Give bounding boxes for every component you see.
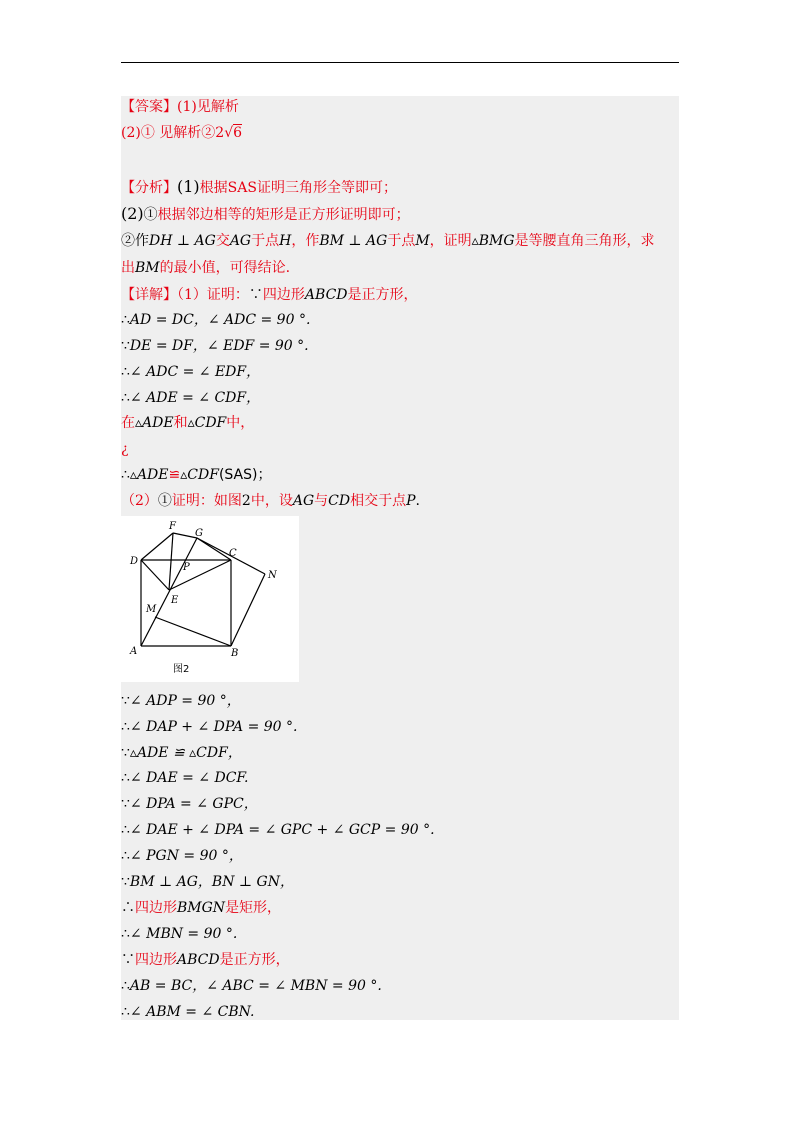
analysis-l3-ag1: AG <box>194 233 216 249</box>
therefore-symbol: ∴ <box>121 467 130 483</box>
detail-tag: 【详解】 <box>121 287 177 303</box>
analysis-l3-tri: ▵ <box>471 233 479 249</box>
proof-text: ∠ DAE + ∠ DPA = ∠ GPC + ∠ GCP = 90 °. <box>129 822 435 838</box>
detail-r5-tri2: ▵CDF <box>187 415 227 431</box>
proof-text-red: 四边形 <box>135 900 177 916</box>
detail-abcd: ABCD <box>304 287 348 303</box>
proof-line <box>121 924 679 944</box>
analysis-l3-perp1: ⊥ <box>172 233 195 249</box>
geometry-figure <box>121 516 299 682</box>
detail-r6: ¿ <box>121 441 129 457</box>
answer-part2-radicand: 6 <box>233 125 243 141</box>
therefore-symbol: ∴ <box>121 312 130 328</box>
proof-text: ∠ DAP + ∠ DPA = 90 °. <box>129 719 298 735</box>
analysis-l3-h: H <box>279 233 292 249</box>
proof-line <box>121 717 679 737</box>
label-b: B <box>231 648 239 659</box>
proof-text: BMGN <box>177 900 226 916</box>
detail-p2-b: 证明：如图 <box>171 493 242 509</box>
detail-line-8 <box>121 465 679 485</box>
proof-text: ABCD <box>177 952 220 968</box>
proof-text: ∠ ABM = ∠ CBN. <box>129 1004 255 1020</box>
analysis-l3-d: ，作 <box>291 233 320 249</box>
analysis-l3-a: ②作 <box>121 233 149 249</box>
proof-sym: ∴ <box>121 848 130 864</box>
detail-r5-a: 在 <box>121 415 135 431</box>
detail-line-7 <box>121 439 679 459</box>
detail-p2-num: 2 <box>241 493 251 509</box>
detail-r7-c: (SAS)； <box>218 467 272 483</box>
detail-square-post: 是正方形， <box>347 287 418 303</box>
analysis-l3-bmg: BMG <box>478 233 515 249</box>
proof-sym: ∵ <box>121 952 135 968</box>
header-rule <box>121 62 679 63</box>
analysis-line-1 <box>121 177 679 198</box>
answer-part1: (1)见解析 <box>177 99 239 115</box>
detail-r5-tri1: ▵ADE <box>135 415 174 431</box>
proof-text-red2: 是正方形， <box>219 952 290 968</box>
proof-sym: ∴ <box>121 926 130 942</box>
detail-p2-d: 与 <box>314 493 329 509</box>
label-e: E <box>171 595 179 606</box>
proof-sym: ∵ <box>121 693 130 709</box>
proof-line <box>121 846 679 866</box>
analysis-l4-b: 的最小值，可得结论. <box>159 260 291 276</box>
proof-text-red: 四边形 <box>135 952 177 968</box>
proof-line <box>121 872 679 892</box>
sqrt-symbol: √ <box>224 125 234 141</box>
analysis-l4-bm: BM <box>135 260 160 276</box>
detail-r1: AD = DC，∠ ADC = 90 °. <box>129 312 311 328</box>
analysis-l3-f: ，证明 <box>429 233 472 249</box>
therefore-symbol: ∴ <box>121 390 130 406</box>
detail-p2-a: （2） <box>121 493 158 509</box>
detail-p2-ag: AG <box>292 493 315 509</box>
proof-sym: ∵ <box>121 796 130 812</box>
detail-p2-f: . <box>415 493 420 509</box>
detail-line-6 <box>121 413 679 433</box>
detail-p2-c: 中，设 <box>250 493 293 509</box>
label-p: P <box>183 562 190 573</box>
detail-p1: （1）证明： <box>177 287 249 303</box>
proof-text: ∠ PGN = 90 °， <box>129 848 243 864</box>
detail-line-3 <box>121 336 679 356</box>
analysis-line-4 <box>121 258 679 278</box>
proof-line <box>121 794 679 814</box>
analysis-l3-dh: DH <box>149 233 173 249</box>
detail-line-9 <box>121 491 679 511</box>
detail-r7-a: ▵ADE <box>129 467 169 483</box>
since-symbol: ∵ <box>121 338 130 354</box>
geometry-diagram <box>121 516 299 682</box>
analysis-l3-e: 于点 <box>387 233 416 249</box>
detail-r3: ∠ ADC = ∠ EDF， <box>129 364 261 380</box>
proof-text: ∠ DPA = ∠ GPC， <box>129 796 258 812</box>
proof-text: ∠ ADP = 90 °， <box>129 693 241 709</box>
analysis-l1-num: (1) <box>177 177 200 196</box>
proof-line <box>121 950 679 970</box>
congruent-symbol: ≌ <box>168 467 181 483</box>
label-g: G <box>195 528 203 539</box>
label-a: A <box>130 646 138 657</box>
analysis-l3-b: 交 <box>215 233 230 249</box>
detail-square-pre: 四边形 <box>262 287 305 303</box>
analysis-l4-a: 出 <box>121 260 135 276</box>
analysis-l2-text: 根据邻边相等的矩形是正方形证明即可； <box>157 207 410 223</box>
answer-tag: 【答案】 <box>121 99 177 115</box>
analysis-l3-ag3: AG <box>366 233 388 249</box>
analysis-l3-m: M <box>415 233 430 249</box>
analysis-l3-bm: BM <box>319 233 344 249</box>
proof-sym: ∴ <box>121 719 130 735</box>
proof-sym: ∵ <box>121 874 130 890</box>
proof-sym: ∴ <box>121 900 135 916</box>
label-c: C <box>229 548 237 559</box>
analysis-l3-ag2: AG <box>229 233 252 249</box>
detail-p2-circ: ① <box>157 493 172 509</box>
label-n: N <box>268 570 277 581</box>
detail-r2: DE = DF，∠ EDF = 90 °. <box>129 338 309 354</box>
proof-text: ∠ DAE = ∠ DCF. <box>129 770 249 786</box>
detail-r4: ∠ ADE = ∠ CDF， <box>129 390 261 406</box>
detail-r7-b: ▵CDF <box>180 467 219 483</box>
detail-p2-e: 相交于点 <box>350 493 407 509</box>
analysis-l3-perp2: ⊥ <box>343 233 367 249</box>
therefore-symbol: ∴ <box>121 364 130 380</box>
proof-text-red2: 是矩形， <box>225 900 282 916</box>
detail-p2-cd: CD <box>328 493 351 509</box>
proof-sym: ∴ <box>121 770 130 786</box>
label-m: M <box>146 604 157 615</box>
analysis-l1-text: 根据SAS证明三角形全等即可； <box>199 180 397 196</box>
analysis-l2-circ: ① <box>143 207 158 223</box>
proof-sym: ∴ <box>121 822 130 838</box>
proof-text: ∠ MBN = 90 °. <box>129 926 238 942</box>
proof-sym: ∴ <box>121 978 130 994</box>
proof-text: AB = BC，∠ ABC = ∠ MBN = 90 °. <box>129 978 382 994</box>
analysis-l3-g: 是等腰直角三角形，求 <box>514 233 655 249</box>
label-f: F <box>169 521 176 532</box>
label-d: D <box>130 556 139 567</box>
answer-part2-prefix: (2)① 见解析② <box>121 125 216 141</box>
proof-line <box>121 691 679 711</box>
answer-line-2 <box>121 123 679 143</box>
analysis-l3-c: 于点 <box>251 233 280 249</box>
detail-line-4 <box>121 362 679 382</box>
proof-line <box>121 820 679 840</box>
since-symbol: ∵ <box>248 287 263 303</box>
detail-line-2 <box>121 310 679 330</box>
answer-part2-value: 2 <box>215 125 225 141</box>
proof-sym: ∴ <box>121 1004 130 1020</box>
proof-line <box>121 768 679 788</box>
analysis-l2-num: (2) <box>121 204 144 223</box>
detail-line-1 <box>121 285 679 305</box>
detail-line-5 <box>121 388 679 408</box>
proof-sym: ∵ <box>121 745 130 761</box>
analysis-line-2 <box>121 204 679 225</box>
proof-text: BM ⊥ AG，BN ⊥ GN， <box>129 874 294 890</box>
analysis-tag: 【分析】 <box>121 180 177 196</box>
figure-caption: 图2 <box>173 664 190 675</box>
proof-line <box>121 898 679 918</box>
answer-line-1 <box>121 97 679 117</box>
proof-line <box>121 976 679 996</box>
detail-r5-b: 和 <box>173 415 188 431</box>
detail-p2-p: P <box>406 493 416 509</box>
detail-r5-c: 中， <box>226 415 255 431</box>
analysis-line-3 <box>121 231 679 251</box>
proof-line <box>121 743 679 763</box>
proof-line <box>121 1002 679 1022</box>
proof-text: ▵ADE ≌ ▵CDF， <box>129 745 242 761</box>
